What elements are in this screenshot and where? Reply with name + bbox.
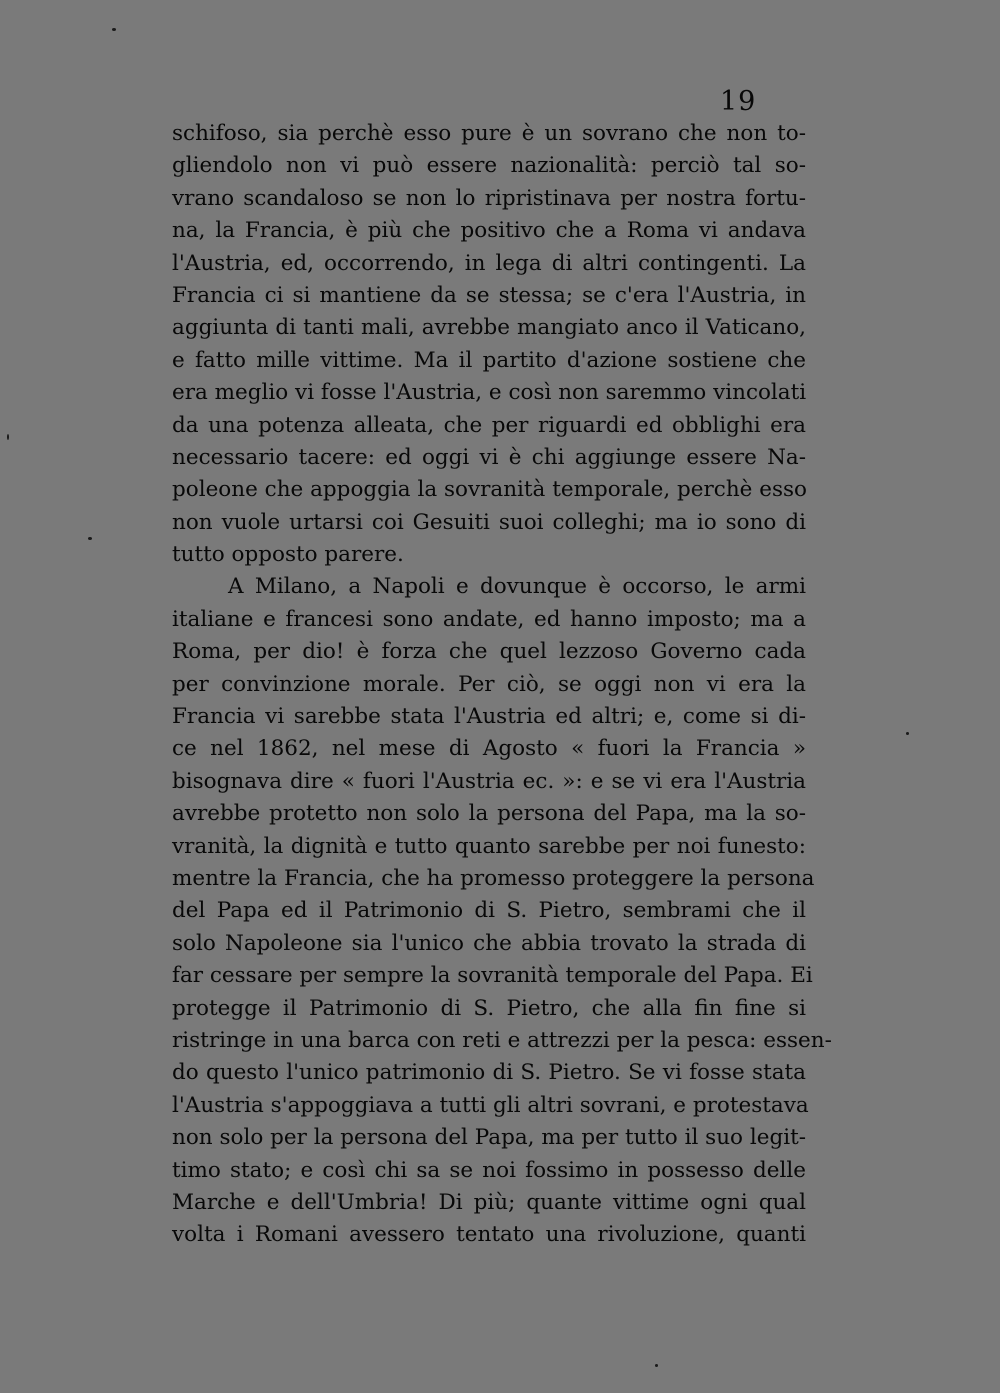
text-line: na, la Francia, è più che positivo che a Roma vi andava xyxy=(172,218,806,244)
text-line: Marche e dell'Umbria! Di più; quante vittime ogni qual xyxy=(172,1189,806,1215)
text-line: poleone che appoggia la sovranità temporale, perchè esso xyxy=(172,477,807,503)
text-line: del Papa ed il Patrimonio di S. Pietro, sembrami che il xyxy=(172,898,806,924)
text-line: vrano scandaloso se non lo ripristinava per nostra fortu- xyxy=(172,185,806,211)
text-line: bisognava dire « fuori l'Austria ec. »: e se vi era l'Austria xyxy=(172,768,806,794)
text-line: avrebbe protetto non solo la persona del Papa, ma la so- xyxy=(172,801,806,827)
text-line: Roma, per dio! è forza che quel lezzoso Governo cada xyxy=(172,639,806,665)
text-line: l'Austria s'appoggiava a tutti gli altri sovrani, e protestava xyxy=(172,1092,809,1118)
page-number: 19 xyxy=(720,86,757,117)
text-line: era meglio vi fosse l'Austria, e così non saremmo vincolati xyxy=(172,380,807,406)
text-line: vranità, la dignità e tutto quanto sarebbe per noi funesto: xyxy=(172,833,806,859)
text-line: gliendolo non vi può essere nazionalità: perciò tal so- xyxy=(172,153,806,179)
text-line: protegge il Patrimonio di S. Pietro, che alla fin fine si xyxy=(172,995,806,1021)
text-line: volta i Romani avessero tentato una rivoluzione, quanti xyxy=(172,1222,806,1248)
text-line: ristringe in una barca con reti e attrezzi per la pesca: essen- xyxy=(172,1027,832,1053)
scan-speck xyxy=(906,732,909,735)
text-line: mentre la Francia, che ha promesso proteggere la persona xyxy=(172,865,815,891)
text-line: do questo l'unico patrimonio di S. Pietro. Se vi fosse stata xyxy=(172,1060,806,1086)
scan-speck xyxy=(112,28,116,31)
text-line: timo stato; e così chi sa se noi fossimo in possesso delle xyxy=(172,1157,806,1183)
text-line: non vuole urtarsi coi Gesuiti suoi colleghi; ma io sono di xyxy=(172,509,806,535)
text-line: non solo per la persona del Papa, ma per tutto il suo legit- xyxy=(172,1125,806,1151)
text-line: schifoso, sia perchè esso pure è un sovrano che non to- xyxy=(172,121,806,146)
body-text xyxy=(172,118,832,1252)
text-line: e fatto mille vittime. Ma il partito d'azione sostiene che xyxy=(172,347,806,373)
scan-speck xyxy=(655,1364,658,1367)
text-line: aggiunta di tanti mali, avrebbe mangiato anco il Vaticano, xyxy=(172,315,806,341)
text-line: necessario tacere: ed oggi vi è chi aggiunge essere Na- xyxy=(172,444,806,470)
text-line: Francia vi sarebbe stata l'Austria ed altri; e, come si di- xyxy=(172,704,806,730)
text-line: Francia ci si mantiene da se stessa; se c'era l'Austria, in xyxy=(172,282,806,308)
scan-speck xyxy=(88,537,92,540)
text-line: ce nel 1862, nel mese di Agosto « fuori la Francia » xyxy=(172,736,806,762)
scan-speck xyxy=(7,434,9,440)
text-line: l'Austria, ed, occorrendo, in lega di altri contingenti. La xyxy=(172,250,806,276)
text-line: da una potenza alleata, che per riguardi ed obblighi era xyxy=(172,412,806,438)
text-line: italiane e francesi sono andate, ed hanno imposto; ma a xyxy=(172,606,806,632)
text-line: far cessare per sempre la sovranità temporale del Papa. Ei xyxy=(172,963,813,989)
text-line: solo Napoleone sia l'unico che abbia trovato la strada di xyxy=(172,930,806,956)
paragraph-start-line: A Milano, a Napoli e dovunque è occorso, le armi xyxy=(228,574,806,600)
text-line: per convinzione morale. Per ciò, se oggi non vi era la xyxy=(172,671,806,697)
paragraph-end-line: tutto opposto parere. xyxy=(172,542,404,568)
